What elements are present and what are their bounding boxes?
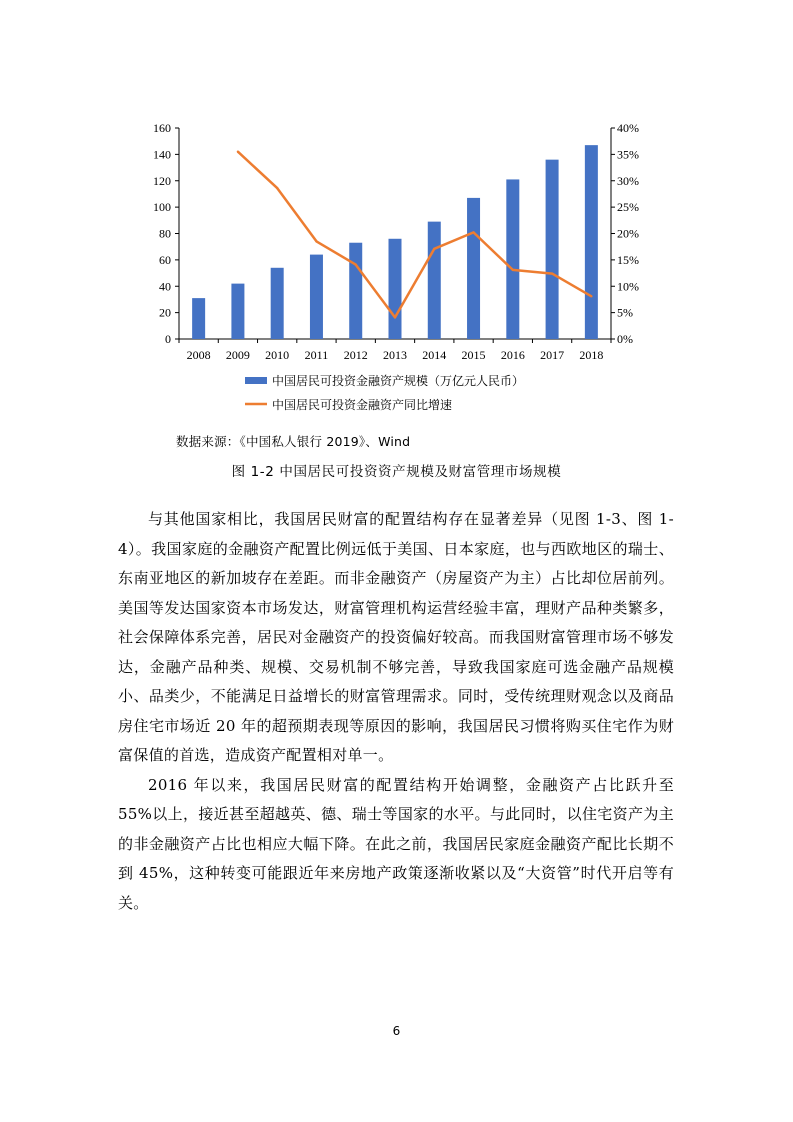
bar [546,160,559,339]
line-point [433,248,435,250]
x-tick-label: 2013 [383,348,407,362]
right-tick-label: 30% [617,173,639,188]
right-axis-ticks [611,121,639,346]
paragraph: 与其他国家相比，我国居民财富的配置结构存在显著差异（见图 1-3、图 1-4）。我国家庭的金融资产配置比例远低于美国、日本家庭，也与西欧地区的瑞士、东南亚地区的新加坡存在差距。而非金融资产（房屋资产为主）占比却位居前列。美国等发达国家资本市场发达，财富管理机构运营经验丰富，理财产品种类繁多，社会保障体系完善，居民对金融资产的投资偏好较高。而我国财富管理市场不够发达，金融产品种类、规模、交易机制不够完善，导致我国家庭可选金融产品规模小、品类少，不能满足日益增长的财富管理需求。同时，受传统理财观念以及商品房住宅市场近 20 年的超预期表现等原因的影响，我国居民习惯将购买住宅作为财富保值的首选，造成资产配置相对单一。 [118,510,674,764]
growth-rate-line [238,152,592,318]
left-tick-label: 0 [165,332,171,346]
right-tick-label: 40% [617,121,639,135]
left-tick-label: 100 [153,200,171,215]
combo-chart [0,0,793,425]
right-tick-label: 20% [617,226,639,241]
x-tick-label: 2008 [186,348,211,362]
x-tick-label: 2014 [422,348,447,362]
bar-series [192,145,598,339]
bar [231,284,244,339]
left-tick-label: 140 [153,147,171,162]
line-point [315,240,317,242]
figure-caption: 图 1-2 中国居民可投资资产规模及财富管理市场规模 [231,464,562,480]
line-point [276,187,278,189]
right-tick-label: 0% [617,332,633,346]
source-note: 数据来源：《中国私人银行 2019》、Wind [176,434,411,449]
legend-label-line: 中国居民可投资金融资产同比增速 [272,398,453,412]
right-tick-label: 35% [617,147,639,162]
bar [192,298,205,339]
line-series [237,151,593,319]
bar [349,243,362,339]
line-point [394,316,396,318]
left-axis-ticks [153,121,179,346]
x-tick-label: 2010 [265,348,290,362]
left-tick-label: 40 [159,279,171,294]
x-tick-label: 2015 [461,348,486,362]
x-tick-label: 2018 [579,348,604,362]
left-tick-label: 60 [159,252,171,267]
bar [428,222,441,339]
line-point [355,263,357,265]
left-tick-label: 160 [153,121,171,135]
right-tick-label: 15% [617,252,639,267]
right-tick-label: 25% [617,200,639,215]
paragraph: 2016 年以来，我国居民财富的配置结构开始调整，金融资产占比跃升至 55%以上，接近甚至超越英、德、瑞士等国家的水平。与此同时，以住宅资产为主的非金融资产占比也相应大幅下降。在此之前，我国居民家庭金融资产配比长期不到 45%，这种转变可能跟近年来房地产政策逐渐收紧以及“大资管”时代开启等有关。 [118,775,674,912]
bar [271,268,284,339]
right-tick-label: 10% [617,279,639,294]
bar [467,198,480,339]
bar [585,145,598,339]
x-tick-label: 2009 [225,348,250,362]
legend-swatch-bar [245,377,267,384]
bar [310,255,323,339]
x-tick-label: 2012 [343,348,368,362]
left-tick-label: 20 [159,305,171,320]
x-tick-label: 2017 [540,348,565,362]
left-tick-label: 80 [159,226,171,241]
chart-legend [245,373,524,412]
x-tick-label: 2016 [500,348,525,362]
left-tick-label: 120 [153,173,171,188]
line-point [472,231,474,233]
bar [506,179,519,339]
line-point [237,151,239,153]
line-point [590,295,592,297]
bar [389,239,402,339]
line-point [512,269,514,271]
x-tick-label: 2011 [304,348,329,362]
page-number: 6 [392,1024,401,1038]
x-axis-ticks [179,339,611,362]
right-tick-label: 5% [617,305,633,320]
legend-label-bar: 中国居民可投资金融资产规模（万亿元人民币） [272,374,525,388]
body-text [118,505,674,918]
line-point [551,272,553,274]
